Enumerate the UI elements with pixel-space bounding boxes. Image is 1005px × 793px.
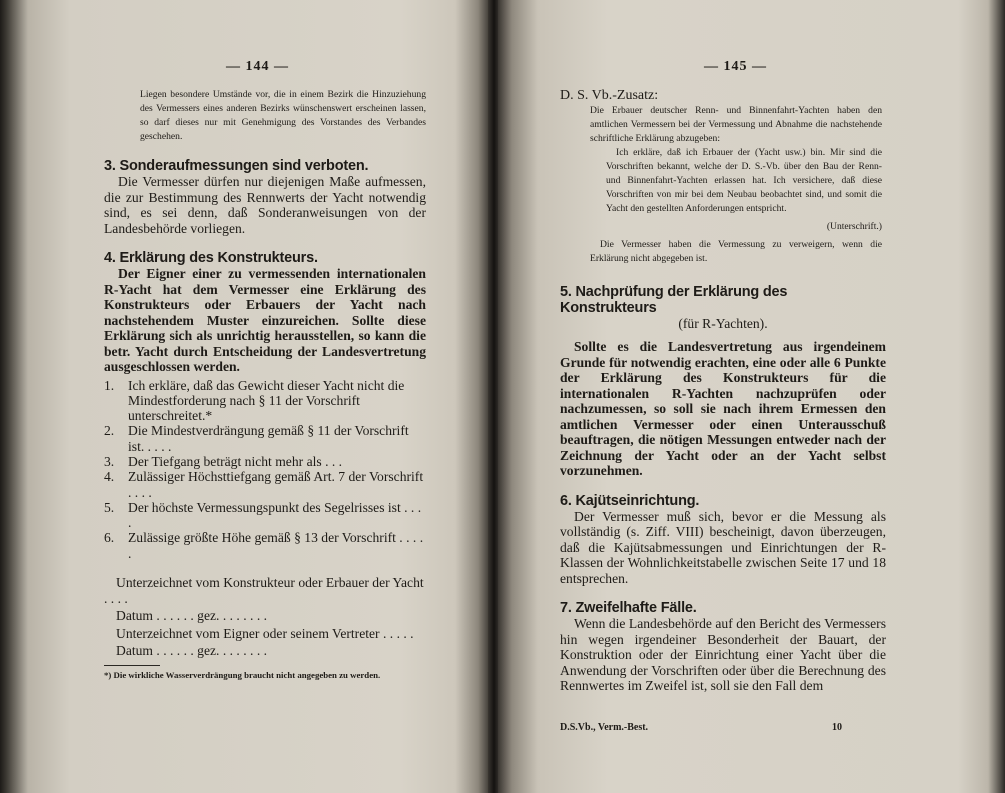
signature-line-owner: Unterzeichnet vom Eigner oder seinem Vertreter . . . . . — [116, 625, 414, 641]
section-3-heading: 3. Sonderaufmessungen sind verboten. — [104, 158, 369, 174]
left-page — [0, 0, 490, 793]
section-5-heading: 5. Nachprüfung der Erklärung des Konstrukteurs — [560, 283, 788, 316]
zusatz-heading: D. S. Vb.-Zusatz: — [560, 88, 659, 103]
section-6-text: Der Vermesser muß sich, bevor er die Messung als vollständig (s. Ziff. VIII) bescheinigt, davon überzeugen, daß die Kajütsabmessungen und Einrichtungen der R-Klassen der Wohnlichkeitstabelle zwischen Seite 17 und 18 entsprechen. — [560, 508, 886, 586]
zusatz-text: Die Erbauer deutscher Renn- und Binnenfahrt-Yachten haben den amtlichen Vermessern bei der Vermessung und Abnahme die nachstehende schriftliche Erklärung abzugeben: — [590, 104, 882, 144]
section-4-text: Der Eigner einer zu vermessenden internationalen R-Yacht hat dem Vermesser eine Erklärung des Konstrukteurs oder Erbauers der Yacht nach nachstehendem Muster einzureichen. Sollte diese Erklärung sich als unrichtig herausstellen, so kann die betr. Yacht durch Entscheidung der Landesvertretung ausgeschlossen werden. — [104, 266, 426, 374]
section-3-text: Die Vermesser dürfen nur diejenigen Maße aufmessen, die zur Bestimmung des Rennwerts der Yacht notwendig sind, es sei denn, daß Sonderanweisungen von der Landesbehörde vorliegen. — [104, 174, 426, 236]
signature-line-builder: Unterzeichnet vom Konstrukteur oder Erbauer der Yacht . . . . — [104, 575, 424, 606]
date-line-owner: Datum . . . . . . gez. . . . . . . . — [116, 643, 268, 659]
signature-placeholder: (Unterschrift.) — [826, 220, 882, 232]
list-item: 5. Der höchste Vermessungspunkt des Segelrisses ist . . . . — [104, 499, 422, 531]
intro-paragraph: Liegen besondere Umstände vor, die in einem Bezirk die Hinzuziehung des Vermessers eines anderen Bezirks wünschenswert erscheinen lassen, so darf dieses nur mit Genehmigung des Vorstandes des Verbandes geschehen. — [140, 89, 426, 142]
list-item: 4. Zulässiger Höchsttiefgang gemäß Art. 7 der Vorschrift . . . . — [104, 469, 424, 500]
section-4-heading: 4. Erklärung des Konstrukteurs. — [104, 250, 318, 266]
list-item: 6. Zulässige größte Höhe gemäß § 13 der Vorschrift . . . . . — [104, 530, 424, 561]
page-number-left: — 144 — — [226, 59, 289, 74]
section-7-heading: 7. Zweifelhafte Fälle. — [560, 600, 697, 616]
footnote: *) Die wirkliche Wasserverdrängung braucht nicht angegeben zu werden. — [104, 669, 381, 680]
refusal-note: Die Vermesser haben die Vermessung zu verweigern, wenn die Erklärung nicht abgegeben ist. — [590, 238, 882, 264]
left-page-content — [104, 88, 426, 681]
section-6-heading: 6. Kajütseinrichtung. — [560, 492, 700, 509]
section-7-text: Wenn die Landesbehörde auf den Bericht des Vermessers hin wegen irgendeiner Besonderheit der Bauart, der Konstruktion oder der Einrichtung einer Yacht über die Anwendung der Vorschriften oder über die Berechnung des Rennwertes im Zweifel ist, soll sie den Fall dem — [560, 616, 886, 693]
section-5-text: Sollte es die Landesvertretung aus irgendeinem Grunde für notwendig erachten, eine oder alle 6 Punkte der Erklärung des Konstrukteurs für die internationalen R-Yachten nachzuprüfen oder nachzumessen, so soll sie nach ihrem Ermessen den amtlichen Vermesser oder einen Unterausschuß beauftragen, die nötigen Messungen entweder nach der Zeichnung der Yacht oder an der Yacht selbst vorzunehmen. — [560, 339, 886, 478]
date-line-builder: Datum . . . . . . gez. . . . . . . . — [116, 608, 268, 624]
builder-declaration: Ich erkläre, daß ich Erbauer der (Yacht usw.) bin. Mir sind die Vorschriften bekannt, welche der D. S.-Vb. über den Bau der Renn- und Binnenfahrt-Yachten erlassen hat. Ich versichere, daß diese Vorschriften von mir bei dem Neubau beobachtet sind, und somit die Yacht den gestellten Anforderungen entspricht. — [606, 146, 882, 214]
list-item: 1. Ich erkläre, daß das Gewicht dieser Yacht nicht die Mindestforderung nach § 11 der Vorschrift unterschreitet.* — [104, 377, 405, 424]
signature-number: 10 — [832, 722, 842, 733]
list-item: 3. Der Tiefgang beträgt nicht mehr als . . . — [104, 453, 343, 469]
signature-mark: D.S.Vb., Verm.-Best. — [560, 722, 649, 733]
page-number-right: — 145 — — [704, 59, 767, 74]
right-page — [498, 0, 1005, 793]
list-item: 2. Die Mindestverdrängung gemäß § 11 der Vorschrift ist. . . . . — [104, 423, 409, 454]
declaration-list — [104, 378, 426, 562]
right-page-content — [560, 88, 886, 694]
section-5-subheading: (für R-Yachten). — [678, 315, 768, 331]
